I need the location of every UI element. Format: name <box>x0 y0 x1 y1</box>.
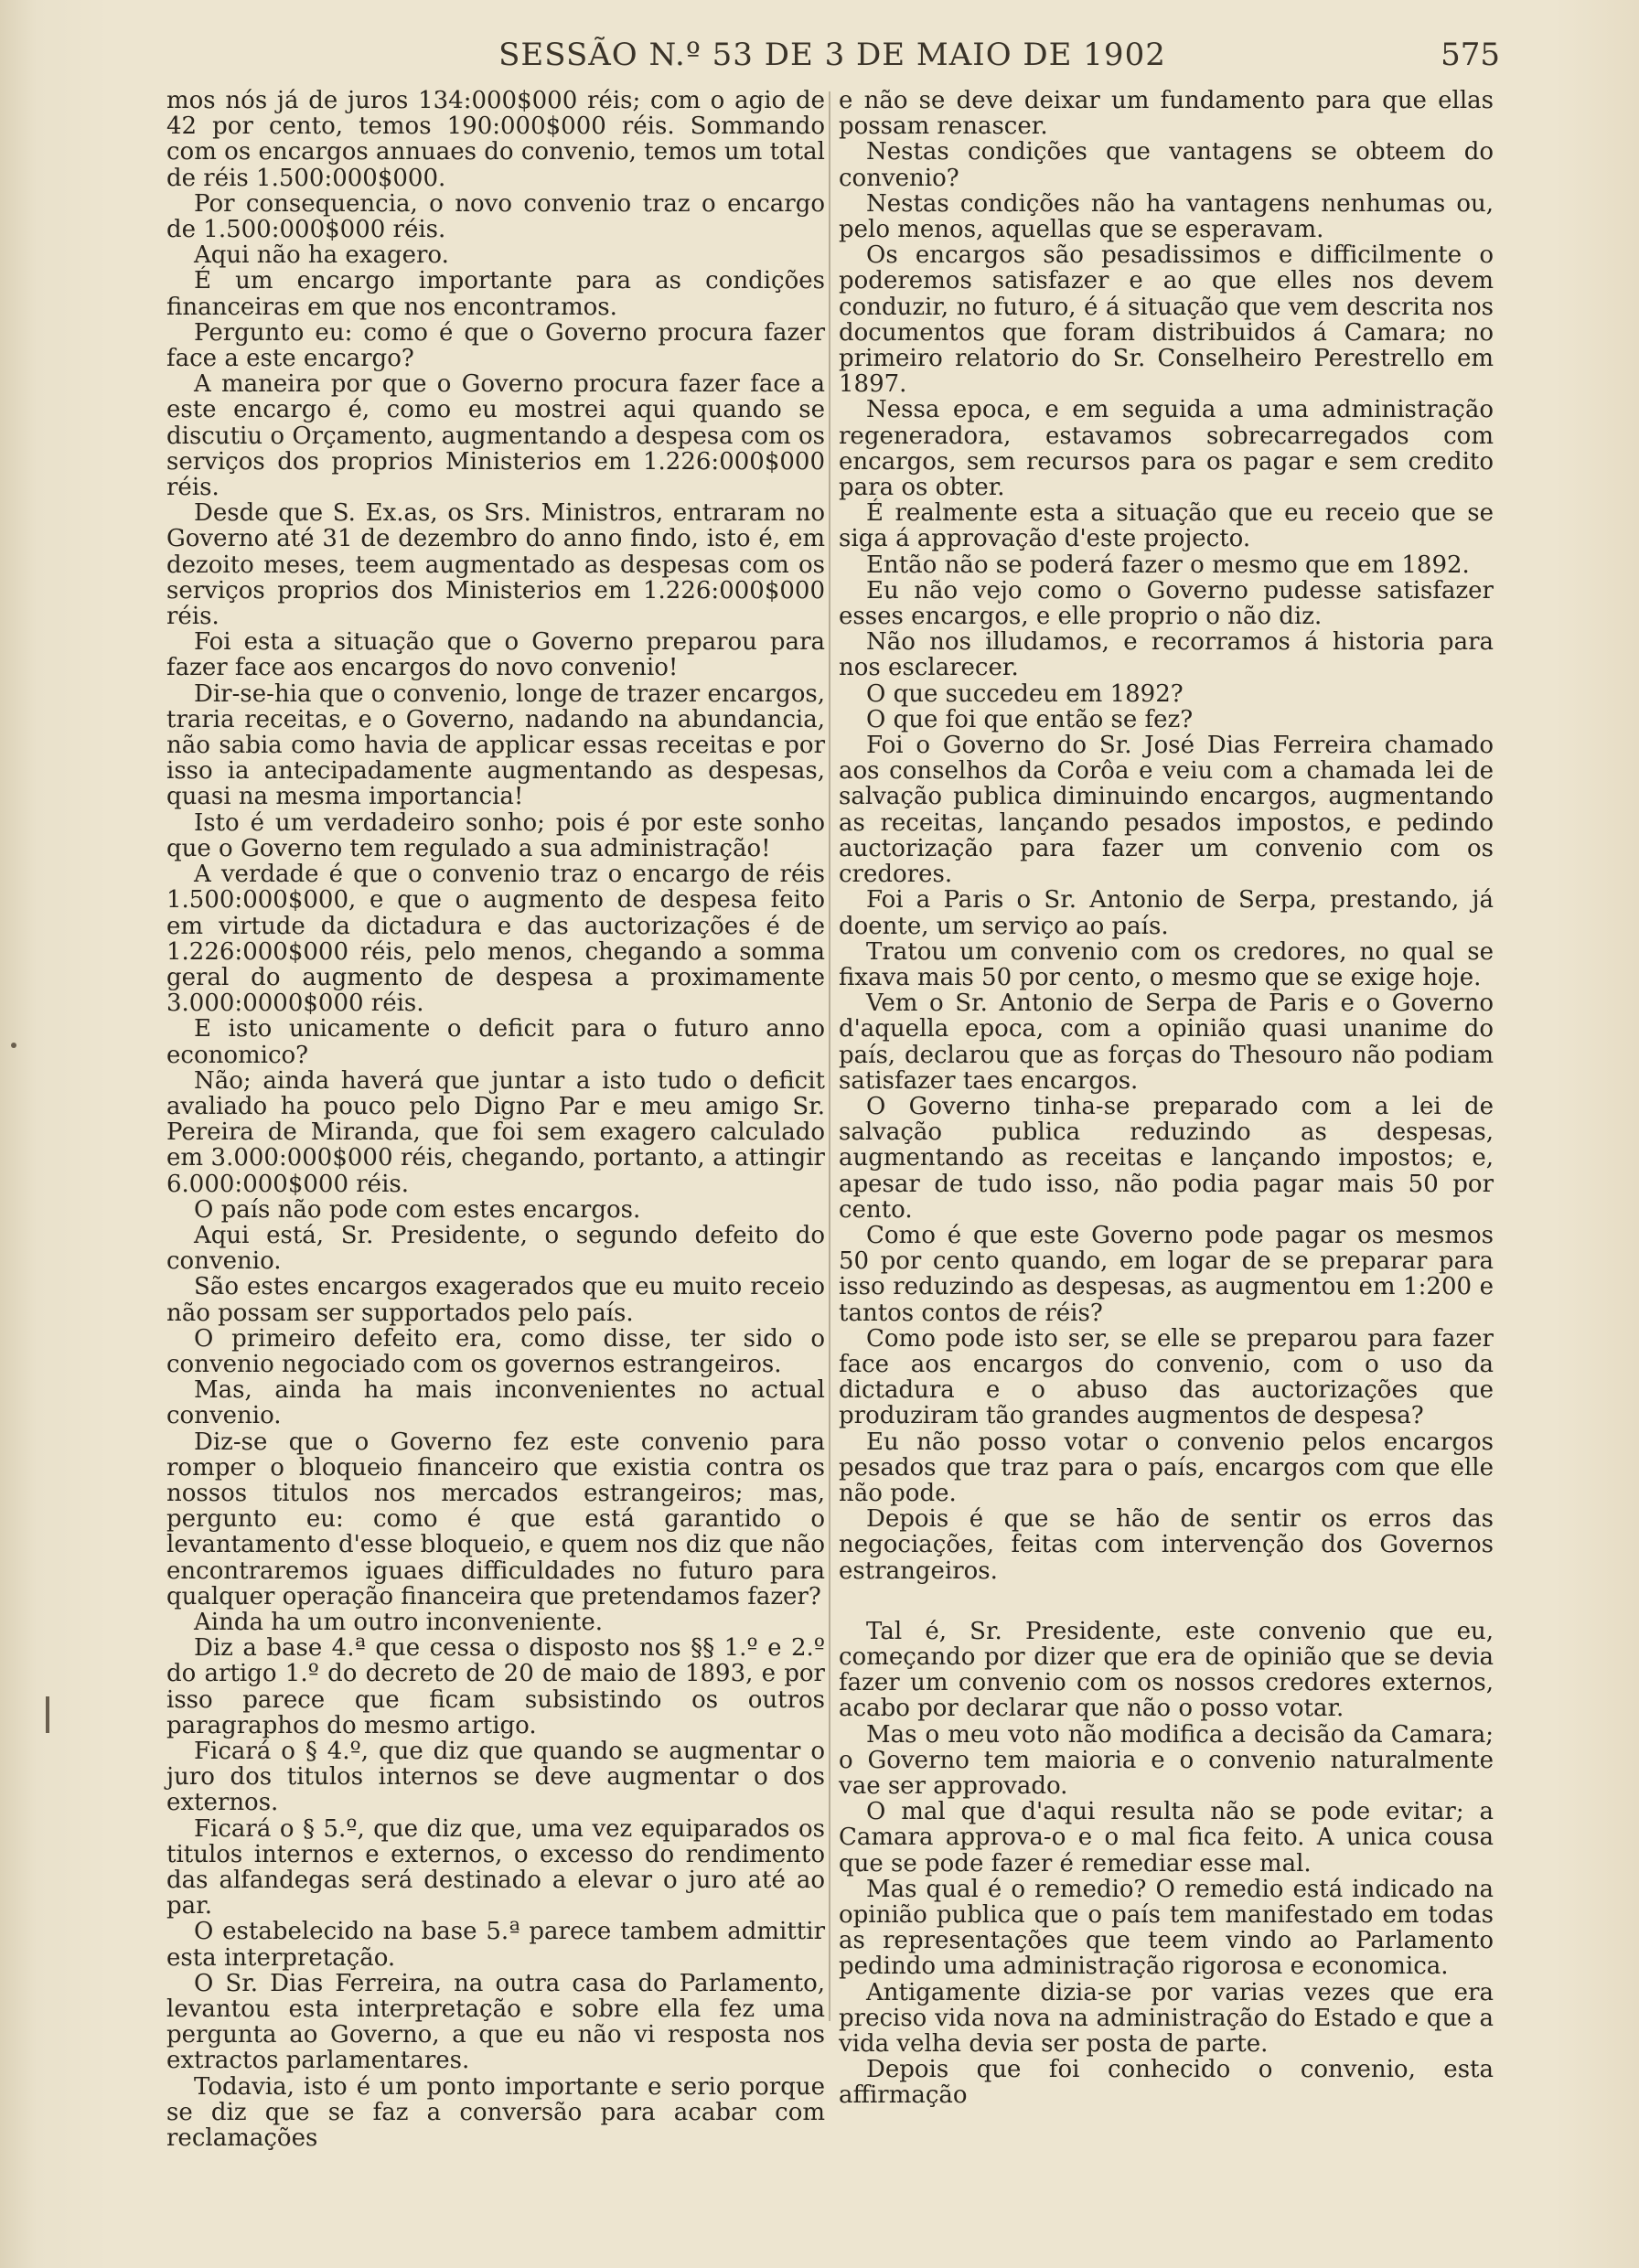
paragraph: Vem o Sr. Antonio de Serpa de Paris e o Governo d'aquella epoca, com a opinião quasi unanime do país, declarou que as forças do Thesouro não podiam satisfazer taes encargos. <box>839 990 1494 1095</box>
paragraph: Nessa epoca, e em seguida a uma administração regeneradora, estavamos sobrecarregados com encargos, sem recursos para os pagar e sem credito para os obter. <box>839 396 1494 502</box>
paragraph: Tratou um convenio com os credores, no qual se fixava mais 50 por cento, o mesmo que se exige hoje. <box>839 937 1494 991</box>
paragraph: Ficará o § 5.º, que diz que, uma vez equiparados os titulos internos e externos, o excesso do rendimento das alfandegas será destinado a elevar o juro até ao par. <box>166 1814 825 1920</box>
paragraph: Diz a base 4.ª que cessa o disposto nos §§ 1.º e 2.º do artigo 1.º do decreto de 20 de maio de 1893, e por isso parece que ficam subsistindo os outros paragraphos do mesmo artigo. <box>166 1634 825 1739</box>
paragraph: É realmente esta a situação que eu receio que se siga á approvação d'este projecto. <box>839 499 1494 553</box>
paragraph: É um encargo importante para as condições financeiras em que nos encontramos. <box>166 267 825 321</box>
paragraph: O que foi que então se fez? <box>866 705 1194 733</box>
paragraph: O mal que d'aqui resulta não se pode evitar; a Camara approva-o e o mal fica feito. A unica cousa que se pode fazer é remediar esse mal. <box>839 1798 1494 1878</box>
page-number: 575 <box>1441 37 1500 73</box>
paragraph: Desde que S. Ex.as, os Srs. Ministros, entraram no Governo até 31 de dezembro do anno findo, isto é, em dezoito meses, teem augmentado as despesas com os serviços proprios dos Ministerios em 1.226:000$000 réis. <box>166 499 825 631</box>
paragraph: Mas o meu voto não modifica a decisão da Camara; o Governo tem maioria e o convenio naturalmente vae ser approvado. <box>839 1720 1494 1800</box>
paragraph: Foi a Paris o Sr. Antonio de Serpa, prestando, já doente, um serviço ao país. <box>839 886 1494 940</box>
paragraph: A maneira por que o Governo procura fazer face a este encargo é, como eu mostrei aqui quando se discutiu o Orçamento, augmentando a despesa com os serviços dos proprios Ministerios em 1.226:000$000 réis. <box>166 370 825 502</box>
paragraph: O que succedeu em 1892? <box>866 679 1184 708</box>
paragraph: O Sr. Dias Ferreira, na outra casa do Parlamento, levantou esta interpretação e sobre ella fez uma pergunta ao Governo, a que eu não vi resposta nos extractos parlamentares. <box>166 1969 825 2075</box>
paragraph: Diz-se que o Governo fez este convenio para romper o bloqueio financeiro que existia contra os nossos titulos nos mercados estrangeiros; mas, pergunto eu: como é que está garantido o levantamento d'esse bloqueio, e quem nos diz que não encontraremos iguaes difficuldades no futuro para qualquer operação financeira que pretendamos fazer? <box>166 1428 825 1610</box>
paragraph: Por consequencia, o novo convenio traz o encargo de 1.500:000$000 réis. <box>166 189 825 244</box>
paragraph: São estes encargos exagerados que eu muito receio não possam ser supportados pelo país. <box>166 1273 825 1327</box>
paragraph: Nestas condições não ha vantagens nenhumas ou, pelo menos, aquellas que se esperavam. <box>839 189 1494 244</box>
paragraph: E isto unicamente o deficit para o futuro anno economico? <box>166 1015 825 1069</box>
paragraph: O estabelecido na base 5.ª parece tambem admittir esta interpretação. <box>166 1918 825 1972</box>
margin-mark <box>46 1696 49 1733</box>
paragraph: e não se deve deixar um fundamento para que ellas possam renascer. <box>839 87 1494 141</box>
paragraph: Pergunto eu: como é que o Governo procura fazer face a este encargo? <box>166 318 825 373</box>
paragraph: Como é que este Governo pode pagar os mesmos 50 por cento quando, em logar de se preparar para isso reduzindo as despesas, as augmentou em 1:200 e tantos contos de réis? <box>839 1221 1494 1327</box>
session-title: SESSÃO N.º 53 DE 3 DE MAIO DE 1902 <box>498 37 1166 73</box>
paragraph: Isto é um verdadeiro sonho; pois é por este sonho que o Governo tem regulado a sua administração! <box>166 808 825 862</box>
margin-mark <box>11 1043 16 1048</box>
paragraph: Depois que foi conhecido o convenio, esta affirmação <box>839 2056 1494 2110</box>
paragraph: mos nós já de juros 134:000$000 réis; com o agio de 42 por cento, temos 190:000$000 réis. Sommando com os encargos annuaes do convenio, temos um total de réis 1.500:000$000. <box>166 87 825 192</box>
paragraph: Foi o Governo do Sr. José Dias Ferreira chamado aos conselhos da Corôa e veiu com a chamada lei de salvação publica diminuindo encargos, augmentando as receitas, lançando pesados impostos, e pedindo auctorização para fazer um convenio com os credores. <box>839 732 1494 889</box>
paragraph: Antigamente dizia-se por varias vezes que era preciso vida nova na administração do Estado e que a vida velha devia ser posta de parte. <box>839 1978 1494 2059</box>
paragraph: O país não pode com estes encargos. <box>194 1195 641 1224</box>
paragraph: A verdade é que o convenio traz o encargo de réis 1.500:000$000, e que o augmento de despesa feito em virtude da dictadura e das auctorizações é de 1.226:000$000 réis, pelo menos, chegando a somma geral do augmento de despesa a proximamente 3.000:0000$000 réis. <box>166 861 825 1018</box>
paragraph: Foi esta a situação que o Governo preparou para fazer face aos encargos do novo convenio! <box>166 628 825 682</box>
paragraph: Nestas condições que vantagens se obteem do convenio? <box>839 138 1494 192</box>
paragraph: Tal é, Sr. Presidente, este convenio que eu, começando por dizer que era de opinião que se devia fazer um convenio com os nossos credores externos, acabo por declarar que não o posso votar. <box>839 1617 1494 1723</box>
paragraph: Ainda ha um outro inconveniente. <box>194 1608 604 1636</box>
paragraph: Como pode isto ser, se elle se preparou para fazer face aos encargos do convenio, com o uso da dictadura e o abuso das auctorizações que produziram tão grandes augmentos de despesa? <box>839 1324 1494 1430</box>
column-divider <box>829 91 830 2021</box>
paragraph: Depois é que se hão de sentir os erros das negociações, feitas com intervenção dos Governos estrangeiros. <box>839 1505 1494 1585</box>
paragraph: Aqui está, Sr. Presidente, o segundo defeito do convenio. <box>166 1221 825 1276</box>
right-column <box>839 88 1494 2109</box>
paragraph: Eu não posso votar o convenio pelos encargos pesados que traz para o país, encargos com que elle não pode. <box>839 1428 1494 1507</box>
paragraph: Mas, ainda ha mais inconvenientes no actual convenio. <box>166 1376 825 1430</box>
paragraph: Eu não vejo como o Governo pudesse satisfazer esses encargos, e elle proprio o não diz. <box>839 576 1494 631</box>
paragraph: Ficará o § 4.º, que diz que quando se augmentar o juro dos titulos internos se deve augmentar o dos externos. <box>166 1738 825 1817</box>
paragraph: O primeiro defeito era, como disse, ter sido o convenio negociado com os governos estrangeiros. <box>166 1324 825 1378</box>
left-column <box>166 88 825 2151</box>
paragraph: Dir-se-hia que o convenio, longe de trazer encargos, traria receitas, e o Governo, nadando na abundancia, não sabia como havia de applicar essas receitas e por isso ia antecipadamente augmentando as despesas, quasi na mesma importancia! <box>166 679 825 811</box>
paragraph: Não; ainda haverá que juntar a isto tudo o deficit avaliado ha pouco pelo Digno Par e meu amigo Sr. Pereira de Miranda, que foi sem exagero calculado em 3.000:000$000 réis, chegando, portanto, a attingir 6.000:000$000 réis. <box>166 1066 825 1198</box>
paragraph: Aqui não ha exagero. <box>194 241 449 270</box>
paragraph: Não nos illudamos, e recorramos á historia para nos esclarecer. <box>839 628 1494 682</box>
paragraph: Os encargos são pesadissimos e difficilmente o poderemos satisfazer e ao que elles nos devem conduzir, no futuro, é á situação que vem descrita nos documentos que foram distribuidos á Camara; no primeiro relatorio do Sr. Conselheiro Perestrello em 1897. <box>839 241 1494 399</box>
page-header <box>165 37 1500 77</box>
paragraph: O Governo tinha-se preparado com a lei de salvação publica reduzindo as despesas, augmentando as receitas e lançando impostos; e, apesar de tudo isso, não podia pagar mais 50 por cento. <box>839 1092 1494 1224</box>
paragraph: Mas qual é o remedio? O remedio está indicado na opinião publica que o país tem manifestado em todas as representações que teem vindo ao Parlamento pedindo uma administração rigorosa e economica. <box>839 1875 1494 1981</box>
paragraph: Então não se poderá fazer o mesmo que em 1892. <box>866 551 1470 579</box>
paragraph: Todavia, isto é um ponto importante e serio porque se diz que se faz a conversão para acabar com reclamações <box>166 2072 825 2153</box>
